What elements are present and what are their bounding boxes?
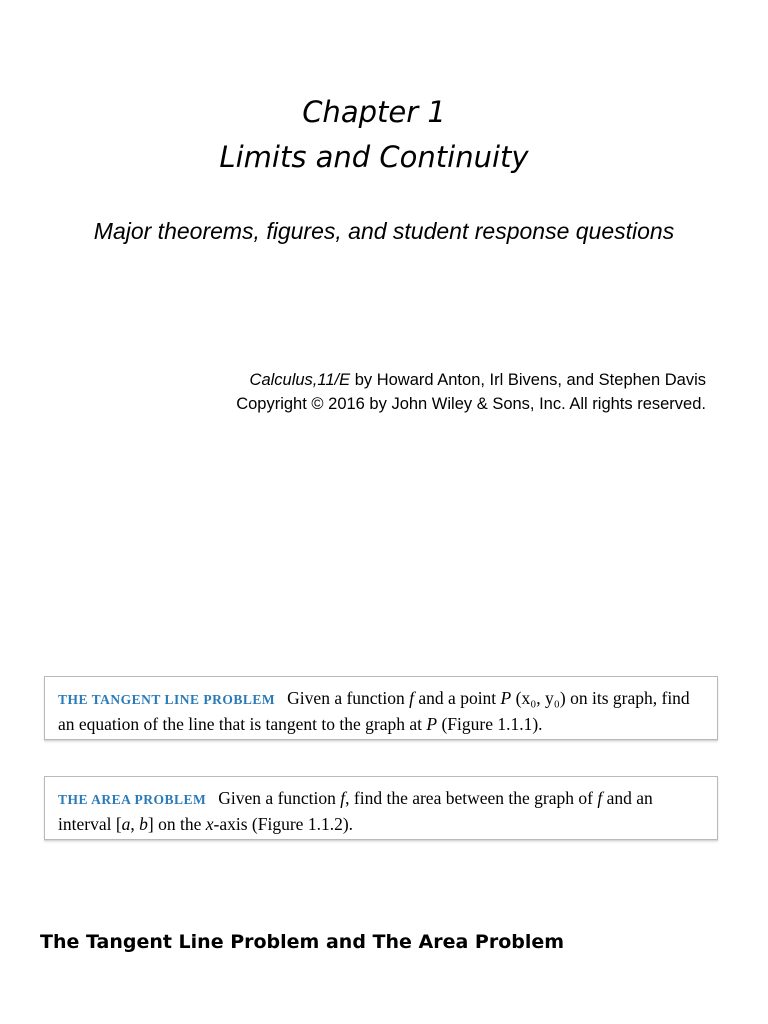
tangent-text: Given a function [287, 688, 410, 708]
area-text: Given a function [218, 788, 341, 808]
chapter-title: Limits and Continuity [219, 140, 529, 174]
math-a: a [121, 814, 131, 834]
credit-line-book [86, 369, 706, 392]
book-title: Calculus,11/E [249, 371, 351, 389]
book-authors: by Howard Anton, Irl Bivens, and Stephen Davis [350, 371, 706, 389]
math-b: b [139, 814, 148, 834]
area-text: , find the area between the graph of [345, 788, 598, 808]
area-problem-box [44, 776, 718, 840]
tangent-text: on its graph, find an equation of the line that is tangent to the graph at [58, 688, 690, 734]
subtitle: Major theorems, figures, and student response questions [93, 218, 675, 244]
tangent-line-problem-box [44, 676, 718, 740]
credit-line-copyright: Copyright © 2016 by John Wiley & Sons, Inc. All rights reserved. [236, 395, 706, 413]
point-coordinates: (x₀, y₀) [511, 688, 566, 708]
tangent-text: (Figure 1.1.1). [437, 714, 543, 734]
area-text: and an interval [ [58, 788, 653, 834]
math-P: P [500, 688, 512, 708]
area-text: , [130, 814, 140, 834]
area-text: ] on the [147, 814, 206, 834]
tangent-problem-label: THE TANGENT LINE PROBLEM [58, 692, 276, 707]
footer-caption: The Tangent Line Problem and The Area Problem [40, 931, 565, 953]
chapter-number: Chapter 1 [302, 95, 446, 129]
math-P: P [426, 714, 438, 734]
tangent-text: and a point [414, 688, 501, 708]
area-text: -axis (Figure 1.1.2). [213, 814, 354, 834]
math-f: f [409, 688, 415, 708]
area-problem-label: THE AREA PROBLEM [58, 792, 207, 807]
math-x: x [205, 814, 214, 834]
math-f: f [597, 788, 603, 808]
math-f: f [340, 788, 346, 808]
